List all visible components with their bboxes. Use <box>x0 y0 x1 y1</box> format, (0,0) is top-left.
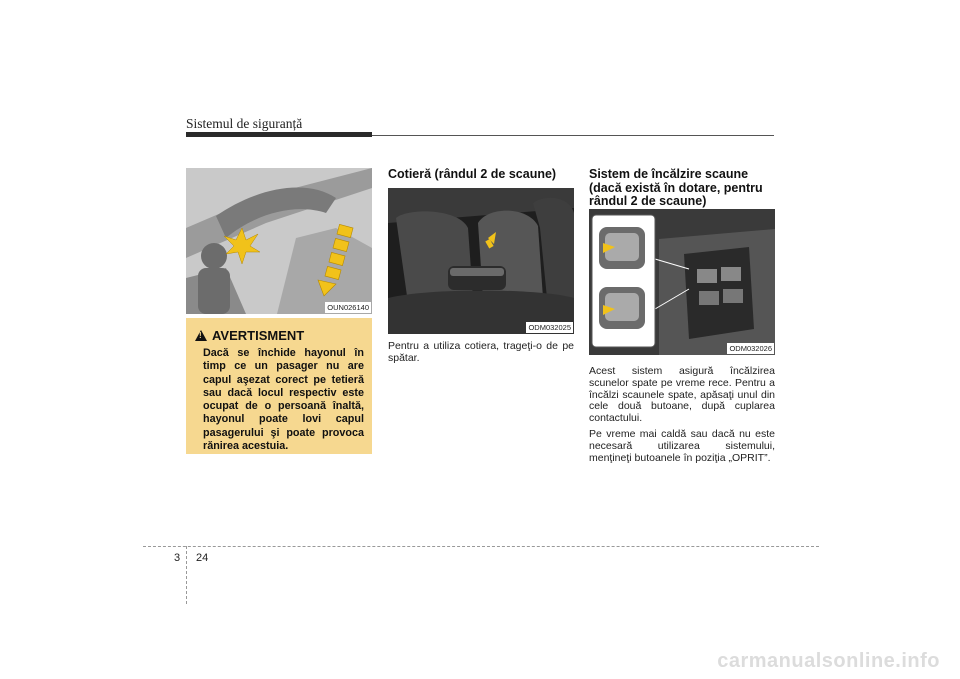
footer-divider <box>186 546 187 604</box>
header-bar <box>186 132 372 137</box>
header-rule <box>372 135 774 136</box>
page-number: 24 <box>196 552 209 564</box>
seat-heater-drawing <box>589 209 775 355</box>
chapter-number: 3 <box>174 552 181 564</box>
headrest-drawing <box>186 168 372 314</box>
figure-code: OUN026140 <box>327 303 369 312</box>
warning-triangle-icon <box>195 330 207 341</box>
watermark: carmanualsonline.info <box>717 650 940 672</box>
seat-heater-description: Acest sistem asigură încălzirea scunelor spate pe vreme rece. Pentru a încălzi scaunele spate, apăsaţi unul din cele două butoane, după cuplarea contactului. <box>589 365 775 425</box>
seat-heater-off-note: Pe vreme mai caldă sau dacă nu este necesară utilizarea sistemului, menţineţi butoanele în poziţia „OPRIT”. <box>589 428 775 464</box>
section-title: Sistemul de siguranță <box>186 116 303 131</box>
warning-box <box>186 318 372 454</box>
figure-code: ODM032026 <box>729 344 772 353</box>
armrest-drawing <box>388 188 574 334</box>
warning-heading <box>195 328 364 343</box>
figure-code: ODM032025 <box>528 323 571 332</box>
headrest-illustration <box>186 168 372 314</box>
seat-heater-heading: Sistem de încălzire scaune (dacă există în dotare, pentru rândul 2 de scaune) <box>589 167 763 208</box>
warning-title: AVERTISMENT <box>212 328 305 343</box>
armrest-description: Pentru a utiliza cotiera, trageţi-o de pe spătar. <box>388 340 574 364</box>
seat-heater-photo <box>589 209 775 355</box>
footer-rule <box>143 546 819 547</box>
armrest-photo <box>388 188 574 334</box>
armrest-heading: Cotieră (rândul 2 de scaune) <box>388 167 557 181</box>
warning-text: Dacă se închide hayonul în timp ce un pasager nu are capul aşezat corect pe tetieră sau dacă locul respectiv este ocupat de o persoană înaltă, hayonul poate lovi capul pasagerului şi poate provoca rănirea acestuia. <box>203 347 364 453</box>
